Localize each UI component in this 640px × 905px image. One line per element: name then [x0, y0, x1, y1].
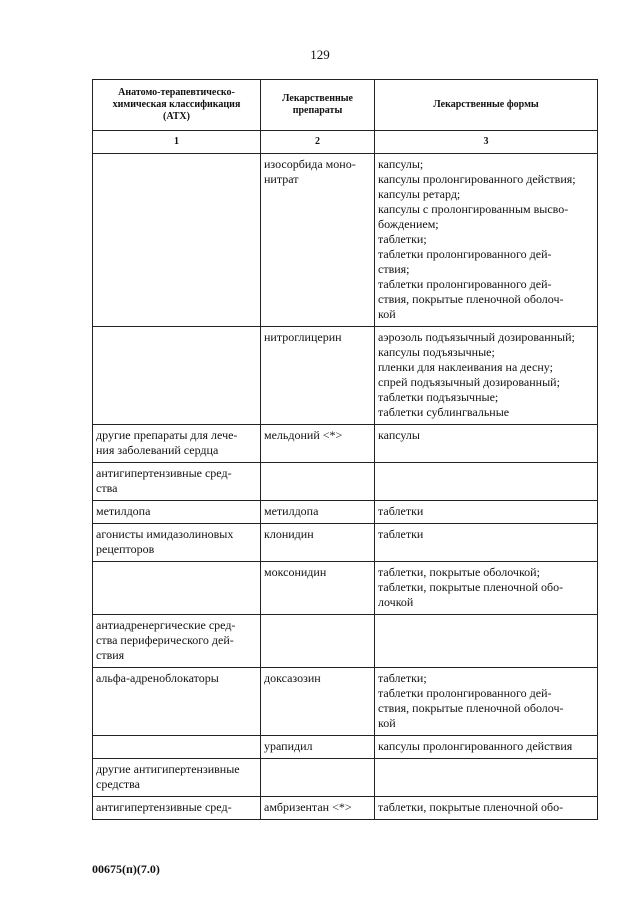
cell-line: таблетки пролонгированного дей- — [378, 277, 552, 291]
cell-line: антигипертензивные сред- — [96, 466, 232, 480]
cell-line: спрей подъязычный дозированный; — [378, 375, 560, 389]
column-number: 3 — [375, 131, 598, 154]
forms-cell — [375, 154, 598, 327]
atx-cell — [93, 615, 261, 668]
cell-line: таблетки — [378, 504, 424, 518]
table-row — [93, 797, 598, 820]
cell-line: рецепторов — [96, 542, 155, 556]
cell-line: изосорбида моно- — [264, 157, 356, 171]
atx-cell — [93, 736, 261, 759]
cell-line: капсулы подъязычные; — [378, 345, 495, 359]
cell-line: ствия, покрытые пленочной оболоч- — [378, 701, 564, 715]
cell-line: препараты — [292, 105, 343, 116]
table-row — [93, 524, 598, 562]
forms-cell — [375, 463, 598, 501]
cell-line: ния заболеваний сердца — [96, 443, 219, 457]
cell-line: капсулы ретард; — [378, 187, 461, 201]
drug-cell — [261, 425, 375, 463]
cell-line: кой — [378, 307, 396, 321]
forms-cell — [375, 562, 598, 615]
cell-line: ствия, покрытые пленочной оболоч- — [378, 292, 564, 306]
cell-line: ствия; — [378, 262, 410, 276]
header-drugs — [261, 80, 375, 131]
table-row — [93, 736, 598, 759]
atx-cell — [93, 759, 261, 797]
cell-line: агонисты имидазолиновых — [96, 527, 234, 541]
drug-cell — [261, 797, 375, 820]
drug-cell — [261, 668, 375, 736]
table-row — [93, 154, 598, 327]
cell-line: таблетки сублингвальные — [378, 405, 510, 419]
atx-cell — [93, 501, 261, 524]
cell-line: таблетки — [378, 527, 424, 541]
drug-cell — [261, 759, 375, 797]
cell-line: капсулы пролонгированного действия — [378, 739, 573, 753]
atx-cell — [93, 425, 261, 463]
forms-cell — [375, 797, 598, 820]
cell-line: пленки для наклеивания на десну; — [378, 360, 553, 374]
cell-line: клонидин — [264, 527, 314, 541]
document-code: 00675(п)(7.0) — [92, 862, 160, 876]
cell-line: таблетки, покрытые оболочкой; — [378, 565, 540, 579]
cell-line: таблетки подъязычные; — [378, 390, 499, 404]
cell-line: Анатомо-терапевтическо- — [118, 87, 235, 98]
forms-cell — [375, 327, 598, 425]
cell-line: антигипертензивные сред- — [96, 800, 232, 814]
atx-cell — [93, 524, 261, 562]
drug-cell — [261, 615, 375, 668]
cell-line: капсулы — [378, 428, 420, 442]
forms-cell — [375, 668, 598, 736]
cell-line: мельдоний <*> — [264, 428, 343, 442]
cell-line: альфа-адреноблокаторы — [96, 671, 219, 685]
atx-cell — [93, 668, 261, 736]
cell-line: ствия — [96, 648, 125, 662]
table-row — [93, 615, 598, 668]
drug-cell — [261, 327, 375, 425]
column-number-row — [93, 131, 598, 154]
cell-line: ства — [96, 481, 118, 495]
cell-line: аэрозоль подъязычный дозированный; — [378, 330, 575, 344]
cell-line: амбризентан <*> — [264, 800, 352, 814]
drug-cell — [261, 524, 375, 562]
atx-cell — [93, 327, 261, 425]
cell-line: урапидил — [264, 739, 313, 753]
forms-cell — [375, 615, 598, 668]
table-row — [93, 501, 598, 524]
atx-cell — [93, 463, 261, 501]
cell-line: таблетки, покрытые пленочной обо- — [378, 580, 564, 594]
cell-line: таблетки; — [378, 671, 427, 685]
table-row — [93, 463, 598, 501]
header-forms — [375, 80, 598, 131]
column-number: 1 — [93, 131, 261, 154]
cell-line: другие препараты для лече- — [96, 428, 238, 442]
cell-line: таблетки; — [378, 232, 427, 246]
page-number: 129 — [310, 47, 330, 62]
cell-line: моксонидин — [264, 565, 327, 579]
cell-line: капсулы с пролонгированным высво- — [378, 202, 569, 216]
cell-line: Лекарственные — [282, 93, 353, 104]
header-atx — [93, 80, 261, 131]
cell-line: (АТХ) — [163, 111, 190, 122]
cell-line: кой — [378, 716, 396, 730]
atx-cell — [93, 154, 261, 327]
cell-line: средства — [96, 777, 141, 791]
forms-cell — [375, 425, 598, 463]
cell-line: нитроглицерин — [264, 330, 342, 344]
forms-cell — [375, 736, 598, 759]
forms-cell — [375, 501, 598, 524]
cell-line: таблетки пролонгированного дей- — [378, 247, 552, 261]
cell-line: метилдопа — [96, 504, 151, 518]
drug-cell — [261, 154, 375, 327]
cell-line: химическая классификация — [112, 99, 241, 110]
table-row — [93, 759, 598, 797]
drug-cell — [261, 562, 375, 615]
table-row — [93, 562, 598, 615]
table-row — [93, 668, 598, 736]
cell-line: ства периферического дей- — [96, 633, 234, 647]
atx-cell — [93, 562, 261, 615]
cell-line: таблетки, покрытые пленочной обо- — [378, 800, 564, 814]
drug-cell — [261, 736, 375, 759]
cell-line: другие антигипертензивные — [96, 762, 240, 776]
cell-line: капсулы; — [378, 157, 424, 171]
cell-line: метилдопа — [264, 504, 319, 518]
cell-line: доксазозин — [264, 671, 321, 685]
atx-cell — [93, 797, 261, 820]
cell-line: нитрат — [264, 172, 299, 186]
drug-classification-table — [92, 79, 598, 820]
table-row — [93, 425, 598, 463]
table-row — [93, 327, 598, 425]
cell-line: бождением; — [378, 217, 439, 231]
column-number: 2 — [261, 131, 375, 154]
cell-line: капсулы пролонгированного действия; — [378, 172, 576, 186]
cell-line: антиадренергические сред- — [96, 618, 236, 632]
forms-cell — [375, 759, 598, 797]
cell-line: лочкой — [378, 595, 414, 609]
forms-cell — [375, 524, 598, 562]
drug-cell — [261, 463, 375, 501]
drug-cell — [261, 501, 375, 524]
header-row — [93, 80, 598, 131]
cell-line: таблетки пролонгированного дей- — [378, 686, 552, 700]
cell-line: Лекарственные формы — [433, 99, 539, 110]
